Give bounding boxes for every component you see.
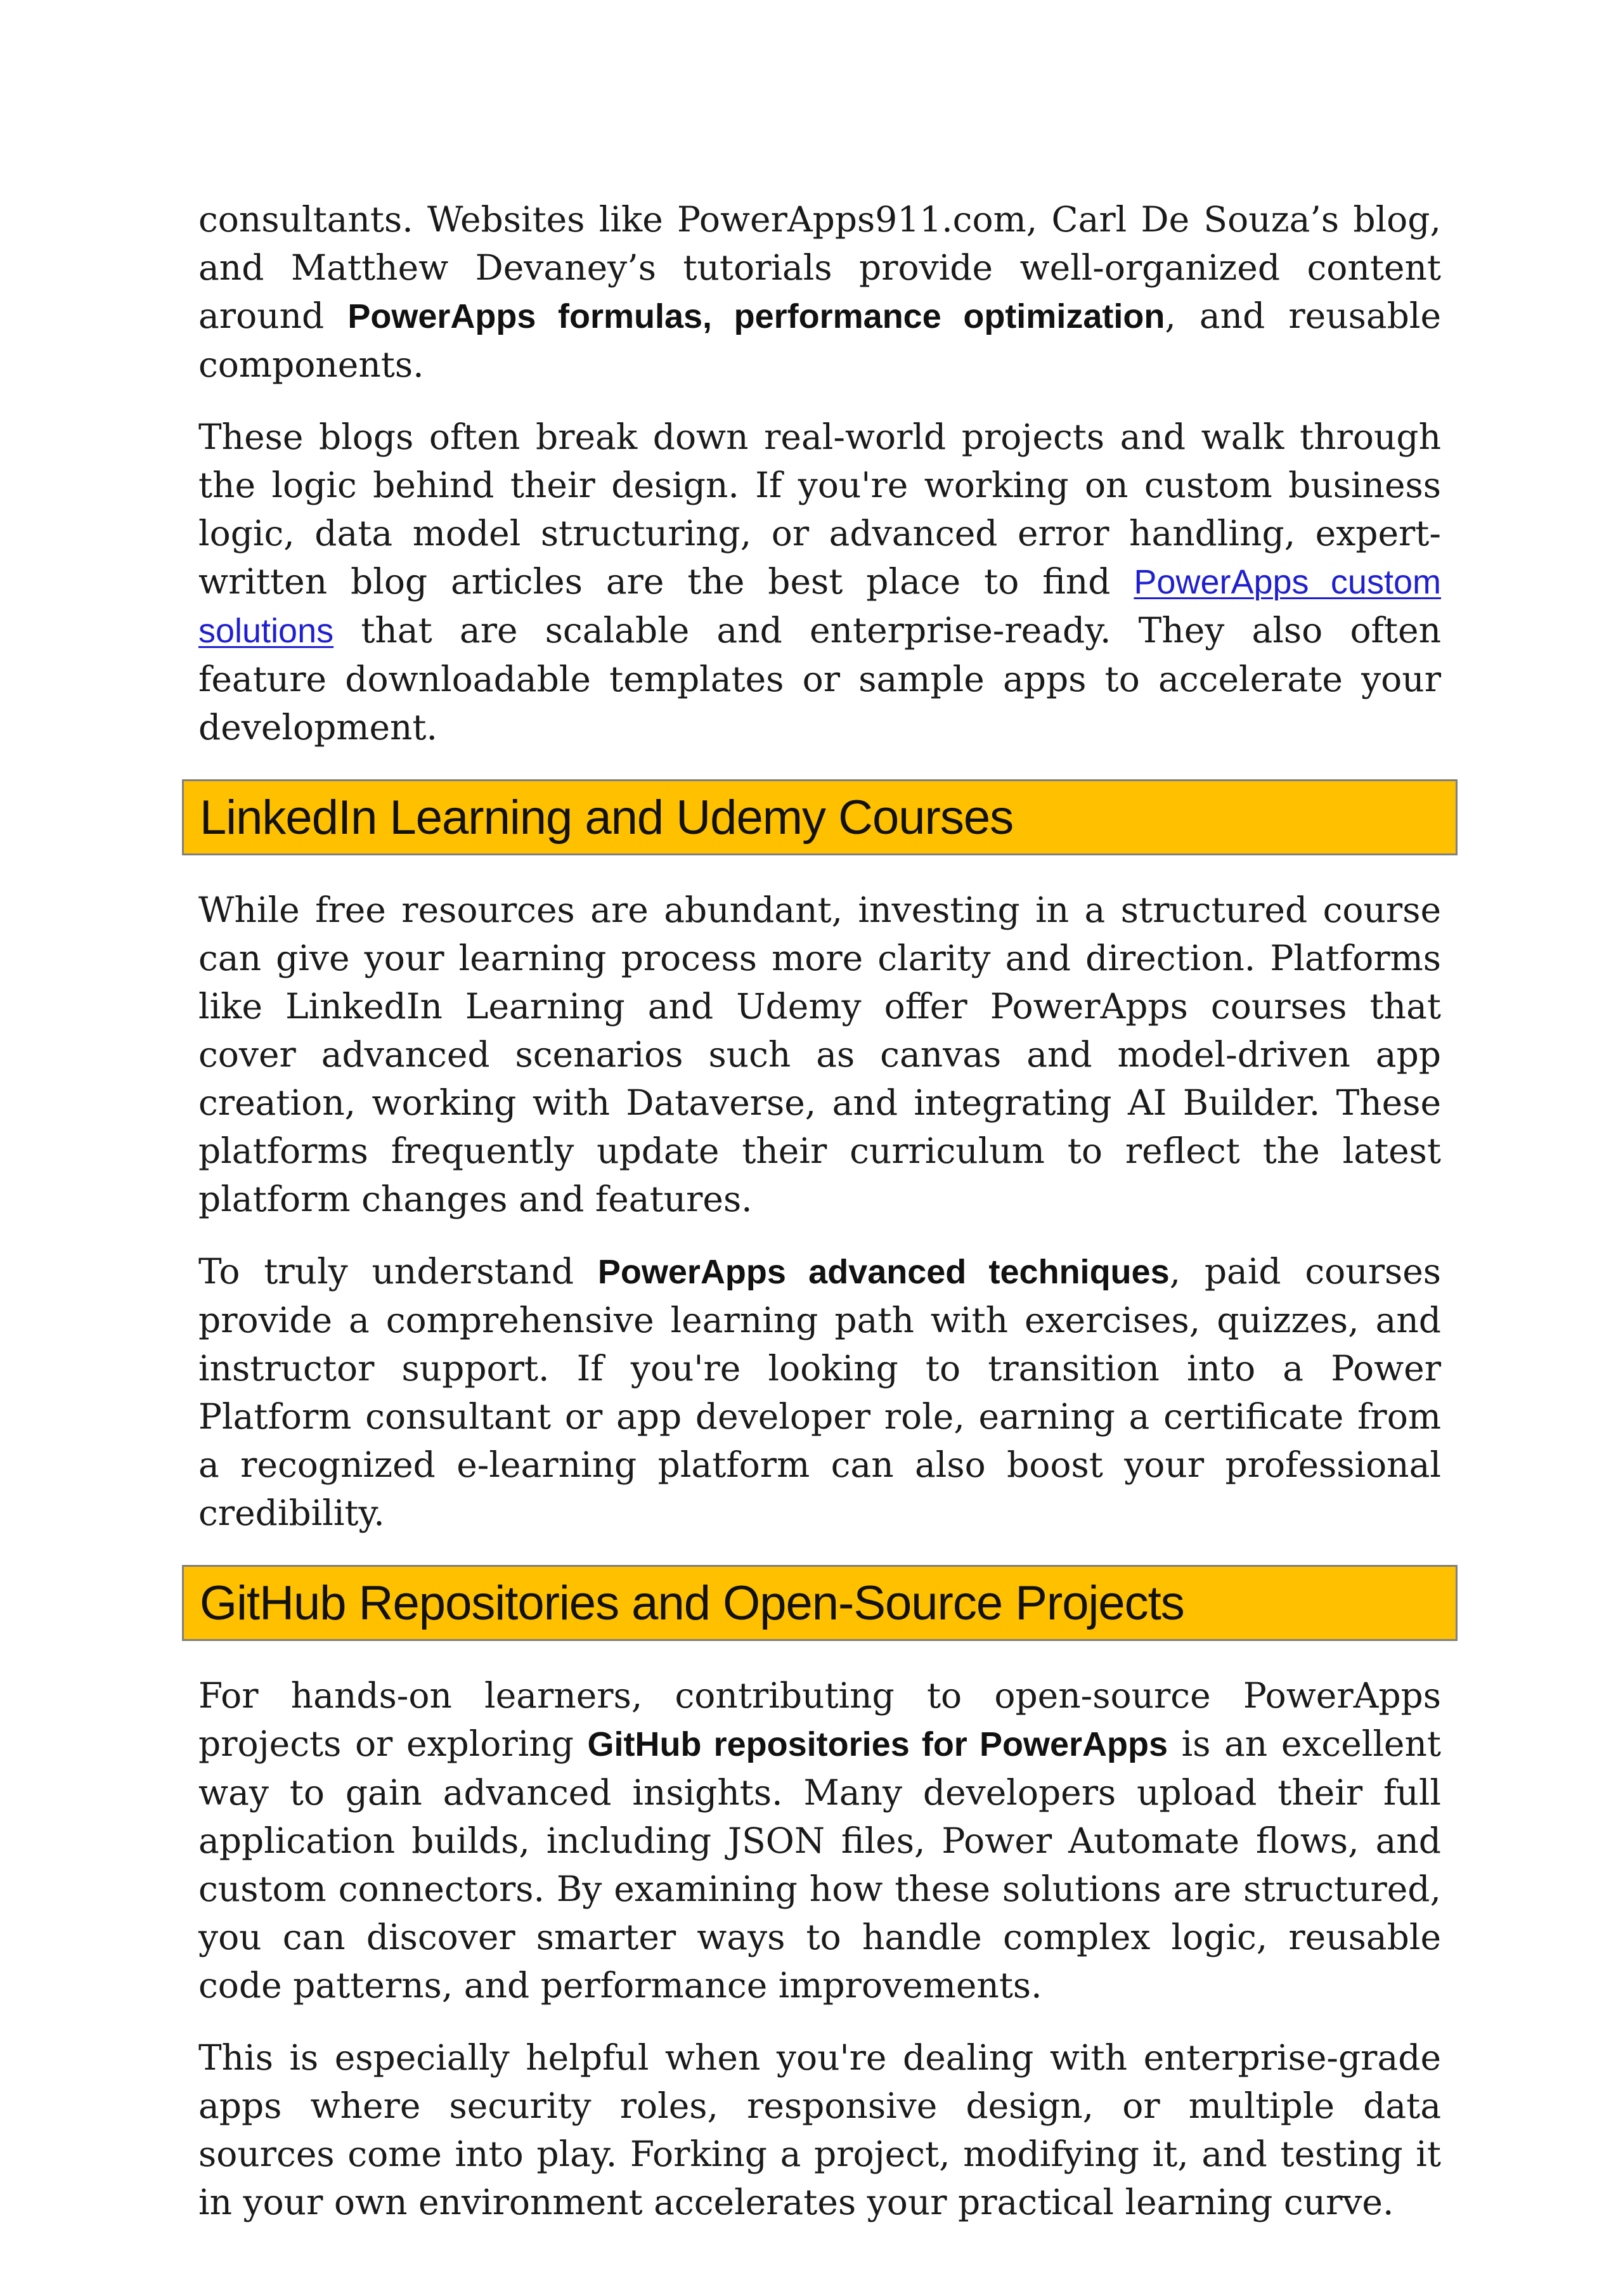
- linkedin-paragraph-2: [198, 1247, 1441, 1537]
- github-p1-text-end: is an excellent way to gain advanced insights. Many developers upload their full application builds, including JSON files, Power Automate flows, and custom connectors. By examining how these solutions are structured, you can discover smarter ways to handle complex logic, reusable code patterns, and performance improvements.: [198, 1723, 1441, 2006]
- blogs-paragraph-1: [198, 195, 1441, 389]
- linkedin-p2-text-end: , paid courses provide a comprehensive learning path with exercises, quizzes, and instructor support. If you're looking to transition into a Power Platform consultant or app developer role, earning a certificate from a recognized e-learning platform can also boost your professional credibility.: [198, 1251, 1441, 1533]
- linkedin-p2-text-start: To truly understand: [198, 1251, 598, 1292]
- github-section-heading-box: [182, 1565, 1458, 1641]
- github-paragraph-2: This is especially helpful when you're dealing with enterprise-grade apps where security roles, responsive design, or multiple data sources come into play. Forking a project, modifying it, and testing it in your own environment accelerates your practical learning curve.: [198, 2037, 1441, 2222]
- blogs-paragraph-2: [198, 413, 1441, 751]
- blogs-p2-text-end: that are scalable and enterprise-ready. They also often feature downloadable templates or sample apps to accelerate your development.: [198, 610, 1441, 748]
- github-p1-bold-keyword: GitHub repositories for PowerApps: [587, 1725, 1168, 1763]
- blogs-p2-text-start: These blogs often break down real-world projects and walk through the logic behind their design. If you're working on custom business logic, data model structuring, or advanced error handling, expert-written blog articles are the best place to find: [198, 417, 1441, 602]
- document-content: [198, 195, 1441, 2250]
- github-p1-text-start: For hands-on learners, contributing to open-source PowerApps projects or exploring: [198, 1675, 1441, 1764]
- blogs-p1-text-end: , and reusable components.: [198, 295, 1441, 385]
- linkedin-section-heading: LinkedIn Learning and Udemy Courses: [200, 790, 1014, 845]
- linkedin-p2-bold-keyword: PowerApps advanced techniques: [597, 1253, 1170, 1291]
- github-section-heading: GitHub Repositories and Open-Source Projects: [200, 1576, 1184, 1630]
- github-paragraph-1: [198, 1671, 1441, 2009]
- powerapps-custom-solutions-link[interactable]: PowerApps custom solutions: [198, 563, 1441, 650]
- blogs-p1-bold-keyword: PowerApps formulas, performance optimization: [347, 297, 1165, 335]
- linkedin-paragraph-1: While free resources are abundant, investing in a structured course can give your learning process more clarity and direction. Platforms like LinkedIn Learning and Udemy offer PowerApps courses that cover advanced scenarios such as canvas and model-driven app creation, working with Dataverse, and integrating AI Builder. These platforms frequently update their curriculum to reflect the latest platform changes and features.: [198, 890, 1441, 1219]
- blogs-p1-text-start: consultants. Websites like PowerApps911.com, Carl De Souza’s blog, and Matthew Devaney’s tutorials provide well-organized content around: [198, 199, 1441, 336]
- linkedin-section-heading-box: [182, 779, 1458, 855]
